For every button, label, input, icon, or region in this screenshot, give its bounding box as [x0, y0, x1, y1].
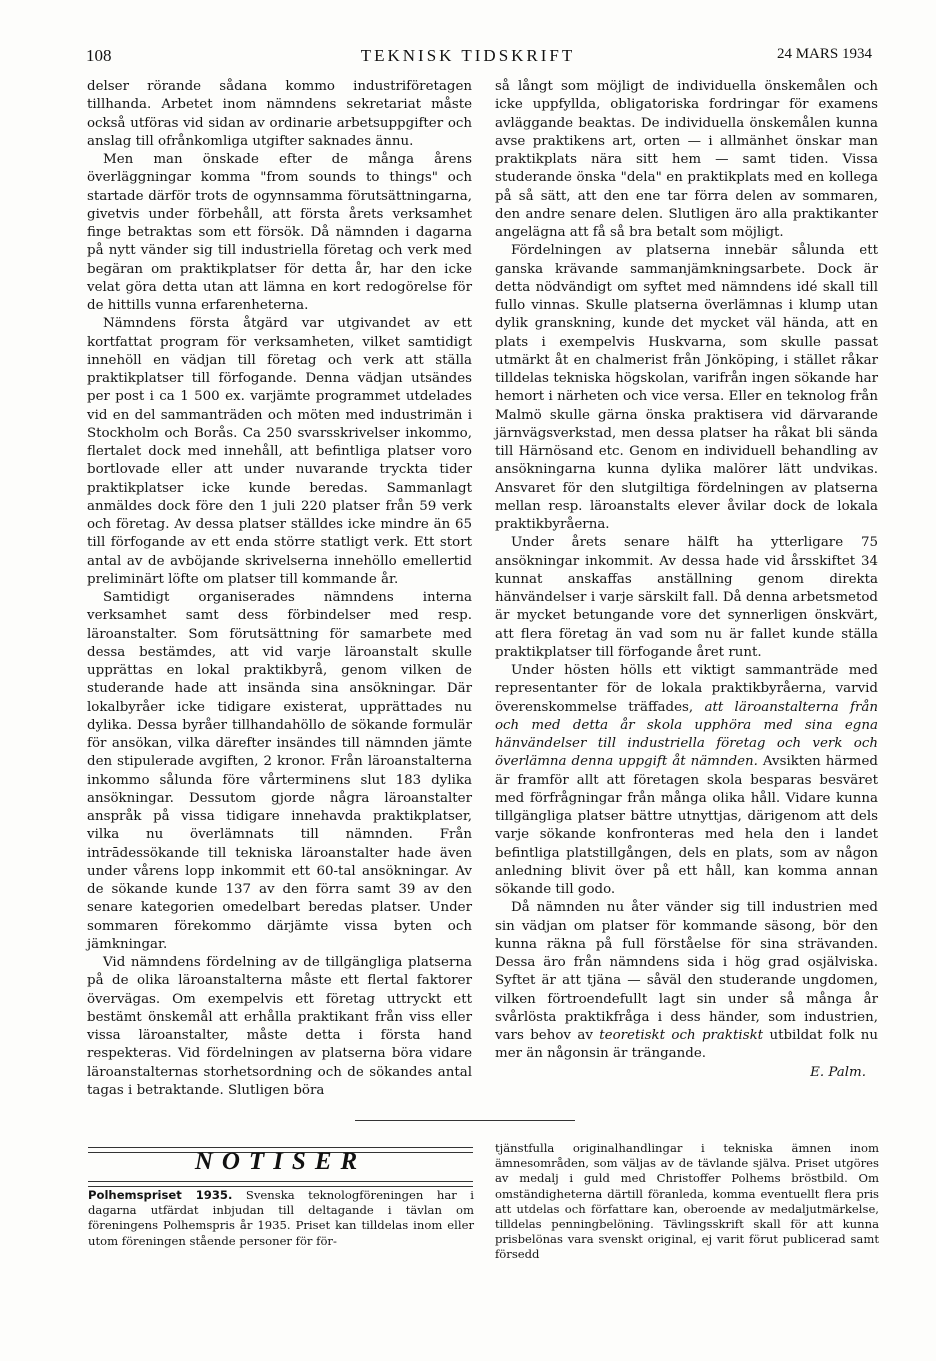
- text-run: utbildat folk nu mer än någonsin är trängande.: [495, 1028, 878, 1062]
- left-column: [87, 78, 472, 1100]
- journal-title: TEKNISK TIDSKRIFT: [360, 46, 576, 65]
- paragraph: så långt som möjligt de individuella önskemålen och icke uppfyllda, obligatoriska fordringar för examens avläggande beaktas. De individuella önskemålen kunna avse praktikens art, orten — i allmänhet önskar man praktikplats nära sitt hem — samt tiden. Vissa studerande önska "dela" en praktikplats med en kollega på så sätt, att den ene tar förra delen av sommaren, den andre senare delen. Slutligen äro alla praktikanter angelägna att få så bra betalt som möjligt.: [495, 79, 878, 240]
- paragraph: Nämndens första åtgärd var utgivandet av ett kortfattat program för verksamheten, vilket samtidigt innehöll en vädjan till företag och verk att ställa praktikplatser till förfogande. Denna vädjan utsändes per post i ca 1 500 ex. varjämte programmet utdelades vid en del sammanträden och möten med industrimän i Stockholm och Borås. Ca 250 svarsskrivelser inkommo, flertalet dock med innehåll, att befintliga platser voro bortlovade eller att under nuvarande tryckta tider praktikplatser icke kunde beredas. Sammanlagt anmäldes dock före den 1 juli 220 platser från 59 verk och företag. Av dessa platser ställdes icke mindre än 65 till förfogande av ett enda större statligt verk. Ett stort antal av de avböjande skrivelserna innehöllo emellertid preliminärt löfte om platser till kommande år.: [87, 316, 472, 587]
- text-run: Under hösten hölls ett viktigt sammanträde med representanter för de lokala praktikbyråerna, varvid överenskommelse träffades,: [495, 663, 878, 715]
- emphasis-text: teoretiskt och praktiskt: [599, 1028, 764, 1043]
- issue-date: 24 MARS 1934: [776, 46, 872, 62]
- section-title: NOTISER: [194, 1148, 367, 1175]
- paragraph: delser rörande sådana kommo industriföretagen tillhanda. Arbetet inom nämndens sekretariat måste också utföras vid sidan av ordinarie arbetsuppgifter och anslag till ofrånkomliga utgifter saknades ännu.: [87, 79, 472, 149]
- notice-paragraph: [88, 1188, 474, 1249]
- paragraph-with-emphasis: [495, 899, 878, 1063]
- notice-left: [88, 1188, 474, 1249]
- text-run: Avsikten härmed är framför allt att företagen skola besparas besväret med förfrågningar från många olika håll. Vidare kunna tillgängliga platser bättre utnyttjas, därigenom att dels varje sökande konfronteras med hela den i landet befintliga platstillgången, dels en plats, som av någon anledning blivit över på ett håll, kan komma annan sökande till godo.: [495, 754, 878, 897]
- paragraph: Under årets senare hälft ha ytterligare 75 ansökningar inkommit. Av dessa hade vid årsskiftet 34 kunnat anskaffas anställning genom direkta hänvändelser i varje särskilt fall. Då denna arbetsmetod är mycket betungande vore det synnerligen önskvärt, att flera företag än vad som nu är fallet kunde ställa praktikplatser till förfogande året runt.: [495, 535, 878, 660]
- right-column: [495, 78, 878, 1082]
- notice-text: Svenska teknologföreningen har i dagarna utfärdat inbjudan till deltagande i tävlan om föreningens Polhemspris år 1935. Priset kan tilldelas inom eller utom föreningen stående personer för för-: [88, 1188, 475, 1248]
- paragraph-with-emphasis: [495, 662, 878, 899]
- section-rule-bottom: [88, 1181, 473, 1187]
- author-signature: E. Palm.: [810, 1064, 866, 1080]
- paragraph: Men man önskade efter de många årens överläggningar komma "from sounds to things" och startade därför trots de ogynnsamma förutsättningarna, givetvis under förbehåll, att första årets verksamhet finge betraktas som ett försök. Då nämnden i dagarna på nytt vänder sig till industriella företag och verk med begäran om praktikplatser för detta år, har den icke velat göra detta utan att lämna en kort redogörelse för de hittills vunna erfarenheterna.: [87, 152, 472, 313]
- notice-paragraph: tjänstfulla originalhandlingar i tekniska ämnen inom ämnesområden, som väljas av de tävlande själva. Priset utgöres av medalj i guld med Christoffer Polhems bröstbild. Om omständigheterna därtill föranleda, komma eventuellt flera pris att utdelas och författare kan, oberoende av medaljutmärkelse, tilldelas penningbelöning. Tävlingsskrift skall för att kunna prisbelönas vara svenskt original, ej varit förut publicerad samt försedd: [495, 1141, 879, 1262]
- notice-heading: Polhemspriset 1935.: [88, 1188, 233, 1202]
- paragraph: Fördelningen av platserna innebär sålunda ett ganska krävande sammanjämkningsarbete. Dock är detta nödvändigt om syftet med nämndens idé skall till fullo vinnas. Skulle platserna överlämnas i klump utan dylik granskning, kunde det mycket väl hända, att en plats i exempelvis Huskvarna, som skulle passat utmärkt åt en chalmerist från Jönköping, i stället råkar tilldelas tekniska högskolan, varifrån ingen sökande har hemort i närheten och vice versa. Eller en teknolog från Malmö skulle gärna önska praktisera vid därvarande järnvägsverkstad, men dessa platser ha råkat bli sända till Härnösand etc. Genom en individuell behandling av ansökningarna kunna dylika malörer lätt undvikas. Ansvaret för den slutgiltiga fördelningen av platserna mellan resp. läroanstalts elever åvilar dock de lokala praktikbyråerna.: [495, 243, 878, 532]
- emphasis-text: att läroanstalterna från och med detta år skola upphöra med sina egna hänvändelser till industriella företag och verk och överlämna denna uppgift åt nämnden.: [495, 699, 878, 770]
- signature-line: [495, 1064, 878, 1082]
- page-number: 108: [86, 46, 112, 65]
- notice-right: [495, 1141, 879, 1263]
- paragraph: Vid nämndens fördelning av de tillgängliga platserna på de olika läroanstalterna måste ett flertal faktorer övervägas. Om exempelvis ett företag uttryckt ett bestämt önskemål att erhålla praktikant från viss eller vissa läroanstalter, måste detta i första hand respekteras. Vid fördelningen av platserna böra vidare läroanstalternas storhetsordning och de sökandes antal tagas i betraktande. Slutligen böra: [87, 955, 472, 1098]
- text-run: Då nämnden nu åter vänder sig till industrien med sin vädjan om platser för kommande säsong, bör den kunna räkna på full förståelse för sina strävanden. Dessa äro från nämndens sida i hög grad osjälviska. Syftet är att tjäna — såväl den studerande ungdomen, vilken förtroendefullt lagt sin under så många år svårlösta praktikfråga i dess händer, som industrien, vars behov av: [495, 900, 878, 1043]
- paragraph: Samtidigt organiserades nämndens interna verksamhet samt dess förbindelser med resp. läroanstalter. Som förutsättning för samarbete med dessa bestämdes, att vid varje läroanstalt skulle upprättas en lokal praktikbyrå, genom vilken de studerande hade att insända sina ansökningar. Där lokalbyråer icke tidigare existerat, upprättades nu dylika. Dessa byråer tillhandahöllo de sökande formulär för ansökan, vilka därefter insändes till nämnden jämte den stipulerade avgiften, 2 kronor. Från läroanstalterna inkommo sålunda före vårterminens slut 183 dylika ansökningar. Dessutom gjorde några läroanstalter anspråk på vissa tidigare innehavda praktikplatser, vilka nu överlämnats till nämnden. Från intrādessökande till tekniska läroanstalter hade även under vårens lopp inkommit ett 60-tal ansökningar. Av de sökande kunde 137 av den förra samt 39 av den senare kategorien omedelbart beredas platser. Under sommaren förekommo därjämte vissa byten och jämkningar.: [87, 590, 472, 952]
- article-end-rule: [355, 1120, 575, 1121]
